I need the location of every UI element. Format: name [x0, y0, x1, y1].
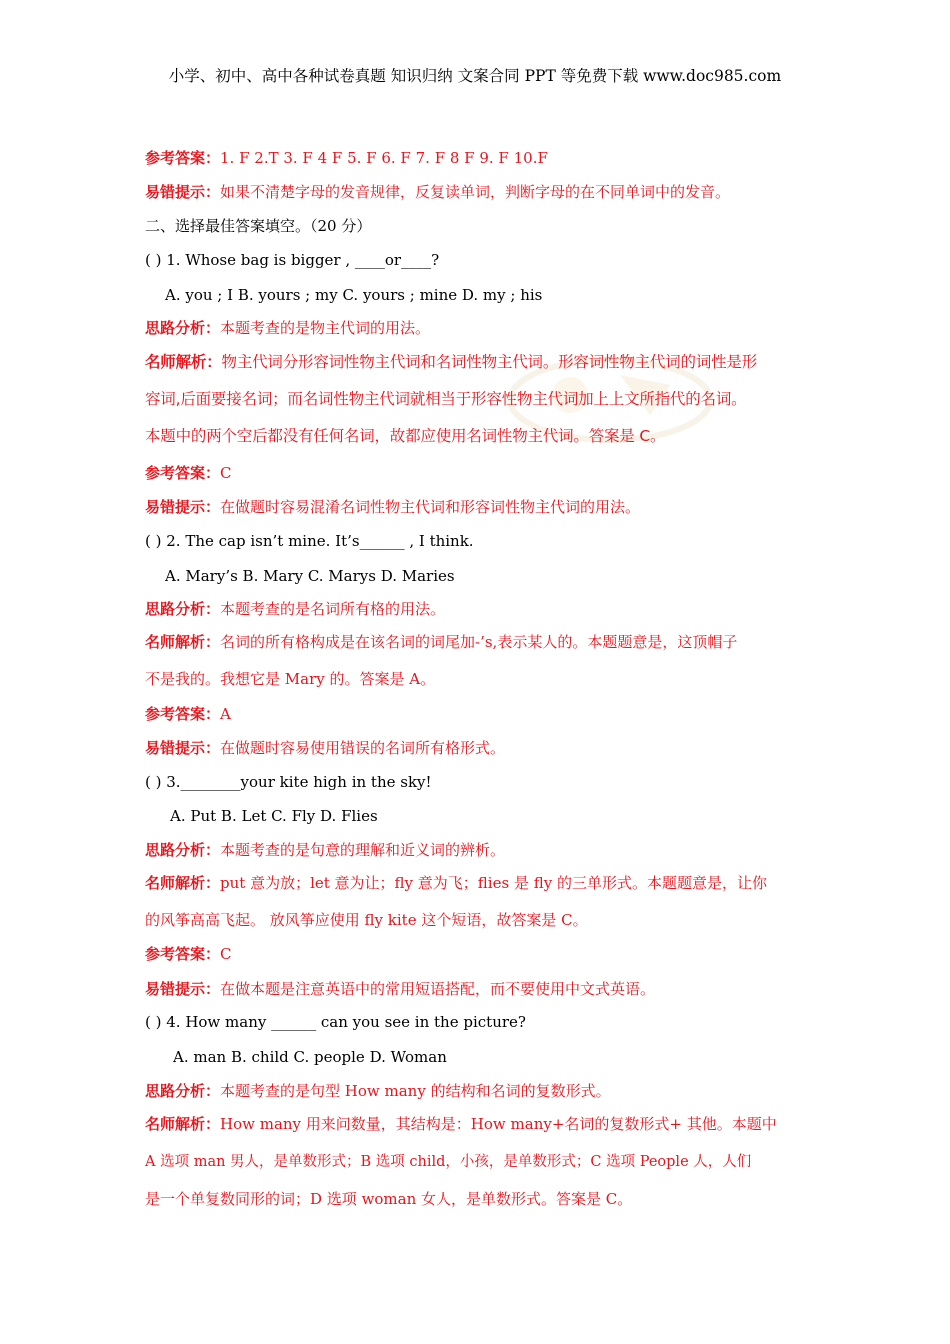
q3-teacher-2: 的风筝高高飞起。 放风筝应使用 fly kite 这个短语，故答案是 C。	[145, 911, 588, 929]
prev-answer-line	[145, 148, 548, 168]
q3-analysis-line	[145, 840, 505, 860]
teacher-label: 名师解析：	[145, 1115, 221, 1133]
q3-error-tip: 在做本题是注意英语中的常用短语搭配，而不要使用中文式英语。	[220, 980, 656, 998]
q1-teacher-3: 本题中的两个空后都没有任何名词，故都应使用名词性物主代词。答案是 C。	[145, 427, 666, 445]
error-tip-label: 易错提示：	[145, 498, 221, 516]
error-tip-label: 易错提示：	[145, 980, 221, 998]
analysis-label: 思路分析：	[145, 1082, 221, 1100]
q1-error-line	[145, 497, 640, 517]
answer-label: 参考答案：	[145, 464, 221, 482]
q1-teacher-2: 容词,后面要接名词；而名词性物主代词就相当于形容性物主代词加上上文所指代的名词。	[145, 390, 747, 408]
prev-error-tip: 如果不清楚字母的发音规律，反复读单词，判断字母的在不同单词中的发音。	[220, 183, 731, 201]
analysis-label: 思路分析：	[145, 841, 221, 859]
q2-error-line	[145, 738, 505, 758]
q2-error-tip: 在做题时容易使用错误的名词所有格形式。	[220, 739, 506, 757]
page-header: 小学、初中、高中各种试卷真题 知识归纳 文案合同 PPT 等免费下载 www.doc985.com	[168, 67, 782, 85]
q3-stem: ( ) 3.________your kite high in the sky!	[145, 773, 432, 791]
prev-error-line	[145, 182, 730, 202]
q2-teacher-line-1	[145, 632, 737, 652]
q1-error-tip: 在做题时容易混淆名词性物主代词和形容词性物主代词的用法。	[220, 498, 641, 516]
q1-teacher-line-1	[145, 352, 757, 372]
q3-options: A. Put B. Let C. Fly D. Flies	[170, 807, 378, 825]
q1-answer-line	[145, 463, 232, 483]
answer-label: 参考答案：	[145, 705, 221, 723]
q1-teacher-1: 物主代词分形容词性物主代词和名词性物主代词。形容词性物主代词的词性是形	[221, 353, 758, 371]
teacher-label: 名师解析：	[145, 874, 221, 892]
prev-answer: 1. F 2.T 3. F 4 F 5. F 6. F 7. F 8 F 9. F 10.F	[220, 149, 548, 167]
q3-teacher-1: put 意为放；let 意为让；fly 意为飞；flies 是 fly 的三单形式。本题题意是，让你	[220, 874, 767, 892]
q1-analysis: 本题考查的是物主代词的用法。	[220, 319, 431, 337]
q2-teacher-1: 名词的所有格构成是在该名词的词尾加-’s,表示某人的。本题题意是，这顶帽子	[220, 633, 738, 651]
q1-options: A. you ; I B. yours ; my C. yours ; mine D. my ; his	[165, 286, 543, 304]
q3-error-line	[145, 979, 655, 999]
q3-answer-line	[145, 944, 232, 964]
q4-teacher-1: How many 用来问数量，其结构是：How many+名词的复数形式+ 其他。本题中	[220, 1115, 777, 1133]
q2-answer: A	[220, 705, 231, 723]
q3-teacher-line-1	[145, 873, 767, 893]
analysis-label: 思路分析：	[145, 319, 221, 337]
q3-answer: C	[220, 945, 232, 963]
q2-analysis-line	[145, 599, 445, 619]
q4-analysis-line	[145, 1081, 611, 1101]
analysis-label: 思路分析：	[145, 600, 221, 618]
q3-analysis: 本题考查的是句意的理解和近义词的辨析。	[220, 841, 506, 859]
q2-stem: ( ) 2. The cap isn’t mine. It’s______ , I think.	[145, 532, 474, 550]
answer-label: 参考答案：	[145, 149, 221, 167]
section-title: 二、选择最佳答案填空。（20 分）	[145, 217, 372, 235]
q2-teacher-2: 不是我的。我想它是 Mary 的。答案是 A。	[145, 670, 436, 688]
teacher-label: 名师解析：	[145, 353, 222, 371]
q4-teacher-2: A 选项 man 男人，是单数形式；B 选项 child，小孩，是单数形式；C 选项 People 人，人们	[145, 1154, 752, 1170]
q4-options: A. man B. child C. people D. Woman	[173, 1048, 447, 1066]
q4-analysis: 本题考查的是句型 How many 的结构和名词的复数形式。	[220, 1082, 611, 1100]
q2-analysis: 本题考查的是名词所有格的用法。	[220, 600, 446, 618]
answer-label: 参考答案：	[145, 945, 221, 963]
q2-answer-line	[145, 704, 231, 724]
q1-stem: ( ) 1. Whose bag is bigger , ____or____?	[145, 251, 440, 269]
q4-teacher-3: 是一个单复数同形的词；D 选项 woman 女人，是单数形式。答案是 C。	[145, 1190, 633, 1208]
q4-stem: ( ) 4. How many ______ can you see in the picture?	[145, 1013, 526, 1031]
q1-analysis-line	[145, 318, 430, 338]
error-tip-label: 易错提示：	[145, 183, 221, 201]
q4-teacher-line-1	[145, 1114, 777, 1134]
q2-options: A. Mary’s B. Mary C. Marys D. Maries	[165, 567, 455, 585]
q1-answer: C	[220, 464, 232, 482]
error-tip-label: 易错提示：	[145, 739, 221, 757]
teacher-label: 名师解析：	[145, 633, 221, 651]
